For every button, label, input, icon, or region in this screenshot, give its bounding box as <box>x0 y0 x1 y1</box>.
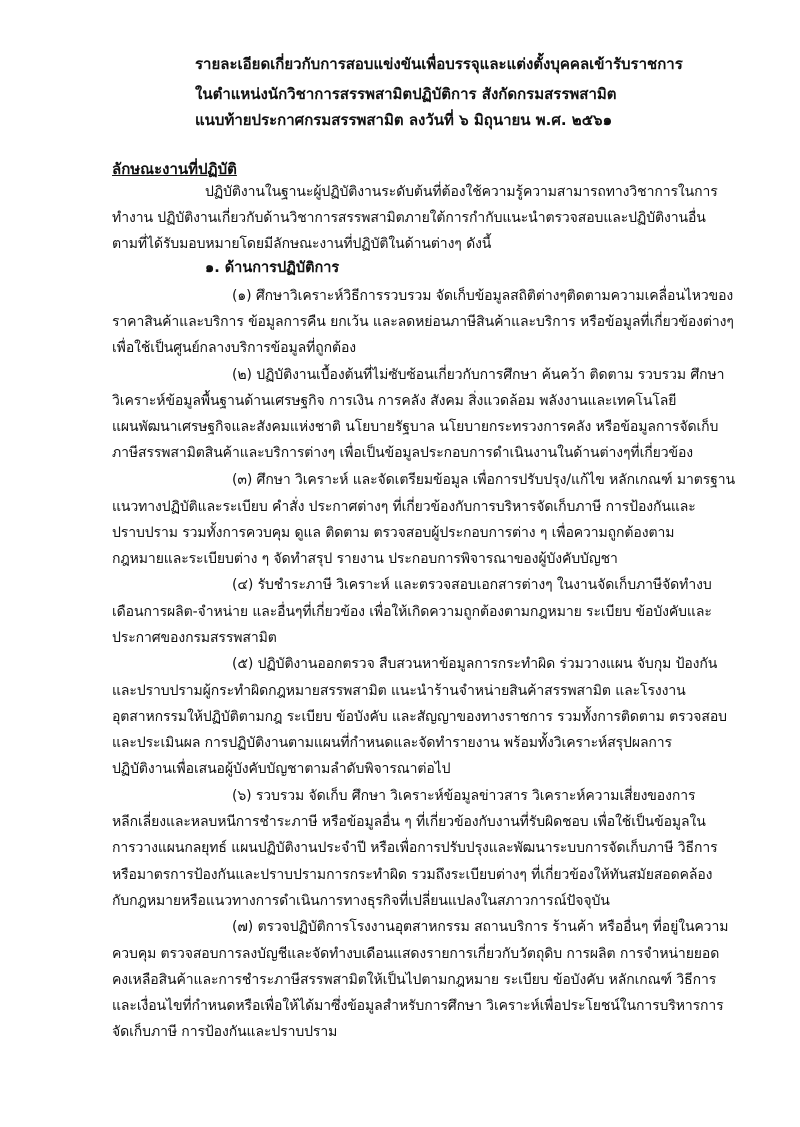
header-line-2: ในตำแหน่งนักวิชาการสรรพสามิตปฏิบัติการ สังกัดกรมสรรพสามิต <box>195 85 617 103</box>
item-2-line: ภาษีสรรพสามิตสินค้าและบริการต่างๆ เพื่อเป็นข้อมูลประกอบการดำเนินงานในด้านต่างๆที่เกี่ยวข้อง <box>112 445 694 461</box>
item-7-line: จัดเก็บภาษี การป้องกันและปราบปราม <box>112 1024 338 1040</box>
item-7-line: และเงื่อนไขที่กำหนดหรือเพื่อให้ได้มาซึ่งข้อมูลสำหรับการศึกษา วิเคราะห์เพื่อประโยชน์ในการบริหารการ <box>112 998 724 1014</box>
item-5-line: อุตสาหกรรมให้ปฏิบัติตามกฎ ระเบียบ ข้อบังคับ และสัญญาของทางราชการ รวมทั้งการติดตาม ตรวจสอบ <box>112 709 727 725</box>
item-3-line: กฎหมายและระเบียบต่าง ๆ จัดทำสรุป รายงาน ประกอบการพิจารณาของผู้บังคับบัญชา <box>112 551 618 567</box>
item-5-line: และประเมินผล การปฏิบัติงานตามแผนที่กำหนดและจัดทำรายงาน พร้อมทั้งวิเคราะห์สรุปผลการ <box>112 735 672 751</box>
item-6-line: หลีกเลี่ยงและหลบหนีการชำระภาษี หรือข้อมูลอื่น ๆ ที่เกี่ยวข้องกับงานที่รับผิดชอบ เพื่อใช้เป็นข้อมูลใน <box>112 814 706 830</box>
item-7-line: คงเหลือสินค้าและการชำระภาษีสรรพสามิตให้เป็นไปตามกฎหมาย ระเบียบ ข้อบังคับ หลักเกณฑ์ วิธีการ <box>112 972 717 988</box>
item-2-line: แผนพัฒนาเศรษฐกิจและสังคมแห่งชาติ นโยบายรัฐบาล นโยบายกระทรวงการคลัง หรือข้อมูลการจัดเก็บ <box>112 419 719 435</box>
item-5-line: (๕) ปฏิบัติงานออกตรวจ สืบสวนหาข้อมูลการกระทำผิด ร่วมวางแผน จับกุม ป้องกัน <box>232 656 718 672</box>
item-2-line: (๒) ปฏิบัติงานเบื้องต้นที่ไม่ซับซ้อนเกี่ยวกับการศึกษา ค้นคว้า ติดตาม รวบรวม ศึกษา <box>232 367 725 383</box>
section-heading: ลักษณะงานที่ปฏิบัติ <box>112 160 237 178</box>
item-4-line: (๔) รับชำระภาษี วิเคราะห์ และตรวจสอบเอกสารต่างๆ ในงานจัดเก็บภาษีจัดทำงบ <box>232 577 712 593</box>
item-2-line: วิเคราะห์ข้อมูลพื้นฐานด้านเศรษฐกิจ การเงิน การคลัง สังคม สิ่งแวดล้อม พลังงานและเทคโนโลยี <box>112 393 677 409</box>
subheading: ๑. ด้านการปฏิบัติการ <box>205 260 340 276</box>
item-4-line: เดือนการผลิต-จำหน่าย และอื่นๆที่เกี่ยวข้อง เพื่อให้เกิดความถูกต้องตามกฎหมาย ระเบียบ ข้อบังคับและ <box>112 604 712 620</box>
item-1-line: เพื่อใช้เป็นศูนย์กลางบริการข้อมูลที่ถูกต้อง <box>112 340 356 356</box>
intro-line: ทำงาน ปฏิบัติงานเกี่ยวกับด้านวิชาการสรรพสามิตภายใต้การกำกับแนะนำตรวจสอบและปฏิบัติงานอื่น <box>112 210 706 226</box>
item-5-line: และปราบปรามผู้กระทำผิดกฎหมายสรรพสามิต แนะนำร้านจำหน่ายสินค้าสรรพสามิต และโรงงาน <box>112 683 686 699</box>
header-line-3: แนบท้ายประกาศกรมสรรพสามิต ลงวันที่ ๖ มิถุนายน พ.ศ. ๒๕๖๑ <box>195 111 613 129</box>
item-6-line: การวางแผนกลยุทธ์ แผนปฏิบัติงานประจำปี หรือเพื่อการปรับปรุงและพัฒนาระบบการจัดเก็บภาษี วิธีการ <box>112 840 718 856</box>
intro-line: ตามที่ได้รับมอบหมายโดยมีลักษณะงานที่ปฏิบัติในด้านต่างๆ ดังนี้ <box>112 236 492 252</box>
item-4-line: ประกาศของกรมสรรพสามิต <box>112 630 277 646</box>
item-1-line: (๑) ศึกษาวิเคราะห์วิธีการรวบรวม จัดเก็บข้อมูลสถิติต่างๆติดตามความเคลื่อนไหวของ <box>232 288 734 304</box>
item-6-line: (๖) รวบรวม จัดเก็บ ศึกษา วิเคราะห์ข้อมูลข่าวสาร วิเคราะห์ความเสี่ยงของการ <box>232 788 696 804</box>
item-6-line: หรือมาตรการป้องกันและปราบปรามการกระทำผิด รวมถึงระเบียบต่างๆ ที่เกี่ยวข้องให้ทันสมัยสอดคล้อง <box>112 867 713 883</box>
item-1-line: ราคาสินค้าและบริการ ข้อมูลการคืน ยกเว้น และลดหย่อนภาษีสินค้าและบริการ หรือข้อมูลที่เกี่ยวข้องต่างๆ <box>112 314 734 330</box>
header-line-1: รายละเอียดเกี่ยวกับการสอบแข่งขันเพื่อบรรจุและแต่งตั้งบุคคลเข้ารับราชการ <box>195 55 683 73</box>
item-3-line: ปราบปราม รวมทั้งการควบคุม ดูแล ติดตาม ตรวจสอบผู้ประกอบการต่าง ๆ เพื่อความถูกต้องตาม <box>112 525 675 541</box>
item-5-line: ปฏิบัติงานเพื่อเสนอผู้บังคับบัญชาตามลำดับพิจารณาต่อไป <box>112 761 451 777</box>
item-6-line: กับกฎหมายหรือแนวทางการดำเนินการทางธุรกิจที่เปลี่ยนแปลงในสภาวการณ์ปัจจุบัน <box>112 893 610 909</box>
item-7-line: (๗) ตรวจปฏิบัติการโรงงานอุตสาหกรรม สถานบริการ ร้านค้า หรืออื่นๆ ที่อยู่ในความ <box>232 919 729 935</box>
item-7-line: ควบคุม ตรวจสอบการลงบัญชีและจัดทำงบเดือนแสดงรายการเกี่ยวกับวัตถุดิบ การผลิต การจำหน่ายยอด <box>112 946 720 962</box>
item-3-line: (๓) ศึกษา วิเคราะห์ และจัดเตรียมข้อมูล เพื่อการปรับปรุง/แก้ไข หลักเกณฑ์ มาตรฐาน <box>232 472 735 488</box>
intro-line: ปฏิบัติงานในฐานะผู้ปฏิบัติงานระดับต้นที่ต้องใช้ความรู้ความสามารถทางวิชาการในการ <box>205 184 718 200</box>
item-3-line: แนวทางปฏิบัติและระเบียบ คำสั่ง ประกาศต่างๆ ที่เกี่ยวข้องกับการบริหารจัดเก็บภาษี การป้องกันและ <box>112 499 696 515</box>
